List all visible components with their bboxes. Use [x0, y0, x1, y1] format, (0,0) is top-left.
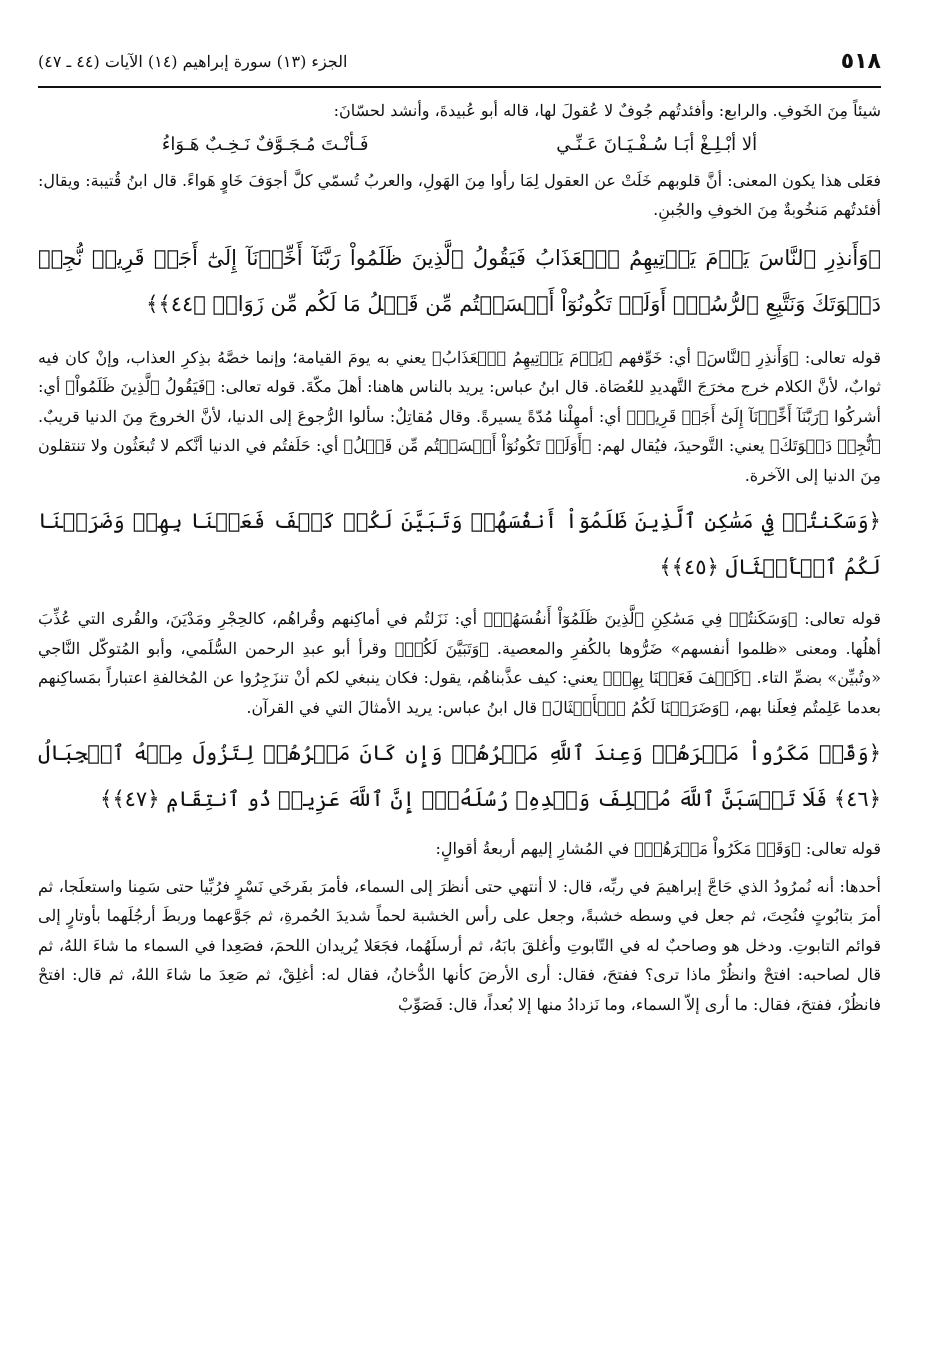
- quran-verse-45: ﴿وَسَكَنتُمۡ فِي مَسَٰكِنِ ٱلَّذِينَ ظَلَمُوٓاْ أَنفُسَهُمۡ وَتَبَيَّنَ لَكُمۡ كَيۡفَ فَعَلۡنَا بِهِمۡ وَضَرَبۡنَا لَكُمُ ٱلۡأَمۡثَالَ ﴿٤٥﴾﴾: [38, 509, 881, 579]
- page-body: [38, 96, 881, 1019]
- header-rule: [38, 86, 881, 88]
- verse-second-hemistich: فَـأنْـتَ مُـجَـوَّفٌ نَـخِـبٌ هَـوَاءُ: [161, 133, 369, 155]
- paragraph-1: شيئاً مِنَ الخَوفِ. والرابع: وأفئدتُهم جُوفٌ لا عُقولَ لها، قاله أبو عُبيدةَ، وأنشد لحسّانَ:: [333, 101, 881, 120]
- commentary-verse-44: قوله تعالى: ﴿وَأَنذِرِ ٱلنَّاسَ﴾ أي: خَوِّفهم ﴿يَوۡمَ يَأۡتِيهِمُ ٱلۡعَذَابُ﴾ يعني به يومَ القيامة؛ وإنما خصَّهُ بذِكرِ العذاب، وإنْ كان فيه ثوابٌ، لأنَّ الكلام خرج مخرَجَ التَّهديدِ للعُصَاة. قال ابنُ عباس: يريد بالناس هاهنا: أهلَ مكّةَ. قوله تعالى: ﴿فَيَقُولُ ٱلَّذِينَ ظَلَمُواْ﴾ أي: أشركُوا ﴿رَبَّنَآ أَخِّرۡنَآ إِلَىٰٓ أَجَلٖ قَرِيبٖ﴾ أي: أمهِلْنا مُدّةً يسيرةً. وقال مُقاتِلٌ: سألوا الرُّجوعَ إلى الدنيا، لأنَّ الخروجَ مِنَ الدنيا قريبٌ. ﴿نُّجِبۡ دَعۡوَتَكَ﴾ يعني: التَّوحيدَ، فيُقال لهم: ﴿أَوَلَمۡ تَكُونُوٓاْ أَقۡسَمۡتُم مِّن قَبۡلُ﴾ أي: حَلَفتُم في الدنيا أنَّكم لا تُبعَثُون ولا تنتقلون مِنَ الدنيا إلى الآخرة.: [38, 347, 881, 485]
- running-head: الجزء (١٣) سورة إبراهيم (١٤) الآيات (٤٤ ـ ٤٧): [38, 51, 348, 71]
- commentary-first-opinion: أحدها: أنه نُمرُودُ الذي حَاجَّ إبراهيمَ في ربِّه، قال: لا أنتهي حتى أنظرَ إلى السماء، فأمرَ بفَرخَي نَسْرٍ فرُبِّيا حتى سَمِنا واستعلَجا، ثم أمرَ بتابُوتٍ فنُحِتَ، ثم جعل في وسطه خشبةً، وجعل على رأس الخشبة لحماً شديدَ الحُمرةِ، ثم جَوَّعهما وربطَ أرجُلَهما بأوتارٍ إلى قوائم التابوتِ. ودخل هو وصاحبٌ له في التّابوتِ وأغلقَ بابَهُ، ثم أرسلَهُما، فجَعَلا يُريدان اللحمَ، فصَعِدا في السماء ما شاءَ اللهُ، ثم قال لصاحبه: افتحْ وانظُرْ ماذا ترى؟ ففتحَ، فقال: أرى الأرضَ كأنها الدُّخانُ، فقال له: أغلِقْ، ثم صَعِدَ ما شاءَ اللهُ، ثم قال: افتحْ فانظُرْ، ففتحَ، فقال: ما أرى إلاّ السماء، وما نَزدادُ منها إلا بُعداً، قال: فَصَوِّبْ: [38, 876, 881, 1014]
- page-header: [38, 42, 881, 80]
- quran-verse-44: ﴿وَأَنذِرِ ٱلنَّاسَ يَوۡمَ يَأۡتِيهِمُ ٱلۡعَذَابُ فَيَقُولُ ٱلَّذِينَ ظَلَمُواْ رَبَّنَآ أَخِّرۡنَآ إِلَىٰٓ أَجَلٖ قَرِيبٖ نُّجِبۡ دَعۡوَتَكَ وَنَتَّبِعِ ٱلرُّسُلَۗ أَوَلَمۡ تَكُونُوٓاْ أَقۡسَمۡتُم مِّن قَبۡلُ مَا لَكُم مِّن زَوَالٖ ﴿٤٤﴾﴾: [38, 245, 881, 316]
- commentary-verse-45: قوله تعالى: ﴿وَسَكَنتُمۡ فِي مَسَٰكِنِ ٱلَّذِينَ ظَلَمُوٓاْ أَنفُسَهُمۡ﴾ أي: نَزَلتُم في أماكِنهم وقُراهُم، كالحِجْرِ ومَدْيَنَ، والقُرى التي عُذِّبَ أهلُها. ومعنى «ظلموا أنفسهم» ضَرُّوها بالكُفرِ والمعصية. ﴿وَتَبَيَّنَ لَكُمۡ﴾ وقرأ أبو عبدِ الرحمن السُّلَمي، وأبو المُتوكّل النَّاجي «وتُبيِّن» بضمِّ التاء. ﴿كَيۡفَ فَعَلۡنَا بِهِمۡ﴾ يعني: كيف عذَّبناهُم، يقول: فكان ينبغي لكم أنْ تنزَجِرُوا عن المُخالفةِ اعتباراً بمَساكِنهم بعدما عَلِمتُم فِعلَنا بهم، ﴿وَضَرَبۡنَا لَكُمُ ٱلۡأَمۡثَالَ﴾ قال ابنُ عباس: يريد الأمثالَ التي في القرآن.: [38, 609, 881, 717]
- paragraph-2: فعَلى هذا يكون المعنى: أنَّ قلوبهم خَلَتْ عن العقول لِمَا رأوا مِنَ الهَولِ، والعربُ تُسمّي كلَّ أجوَفَ خَاوٍ هَواءً. قال ابنُ قُتيبة: ويقال: أفئدتُهم مَنخُوبةٌ مِنَ الخوفِ والجُبنِ.: [38, 170, 881, 219]
- verse-first-hemistich: ألا أبْـلِـغْ أبَـا سُـفْـيَـانَ عَـنِّـي: [556, 133, 758, 155]
- page-number: ٥١٨: [840, 48, 881, 74]
- poetry-verse: [38, 128, 881, 162]
- quran-verses-46-47: ﴿وَقَدۡ مَكَرُواْ مَكۡرَهُمۡ وَعِندَ ٱللَّهِ مَكۡرُهُمۡ وَإِن كَانَ مَكۡرُهُمۡ لِتَزُولَ مِنۡهُ ٱلۡجِبَالُ ﴿٤٦﴾ فَلَا تَحۡسَبَنَّ ٱللَّهَ مُخۡلِفَ وَعۡدِهِۦ رُسُلَهُۥٓۚ إِنَّ ٱللَّهَ عَزِيزٞ ذُو ٱنتِقَامٖ ﴿٤٧﴾﴾: [38, 741, 881, 811]
- commentary-verse-46-intro: قوله تعالى: ﴿وَقَدۡ مَكَرُواْ مَكۡرَهُمۡ﴾ في المُشارِ إليهم أربعةُ أقوالٍ:: [435, 839, 881, 858]
